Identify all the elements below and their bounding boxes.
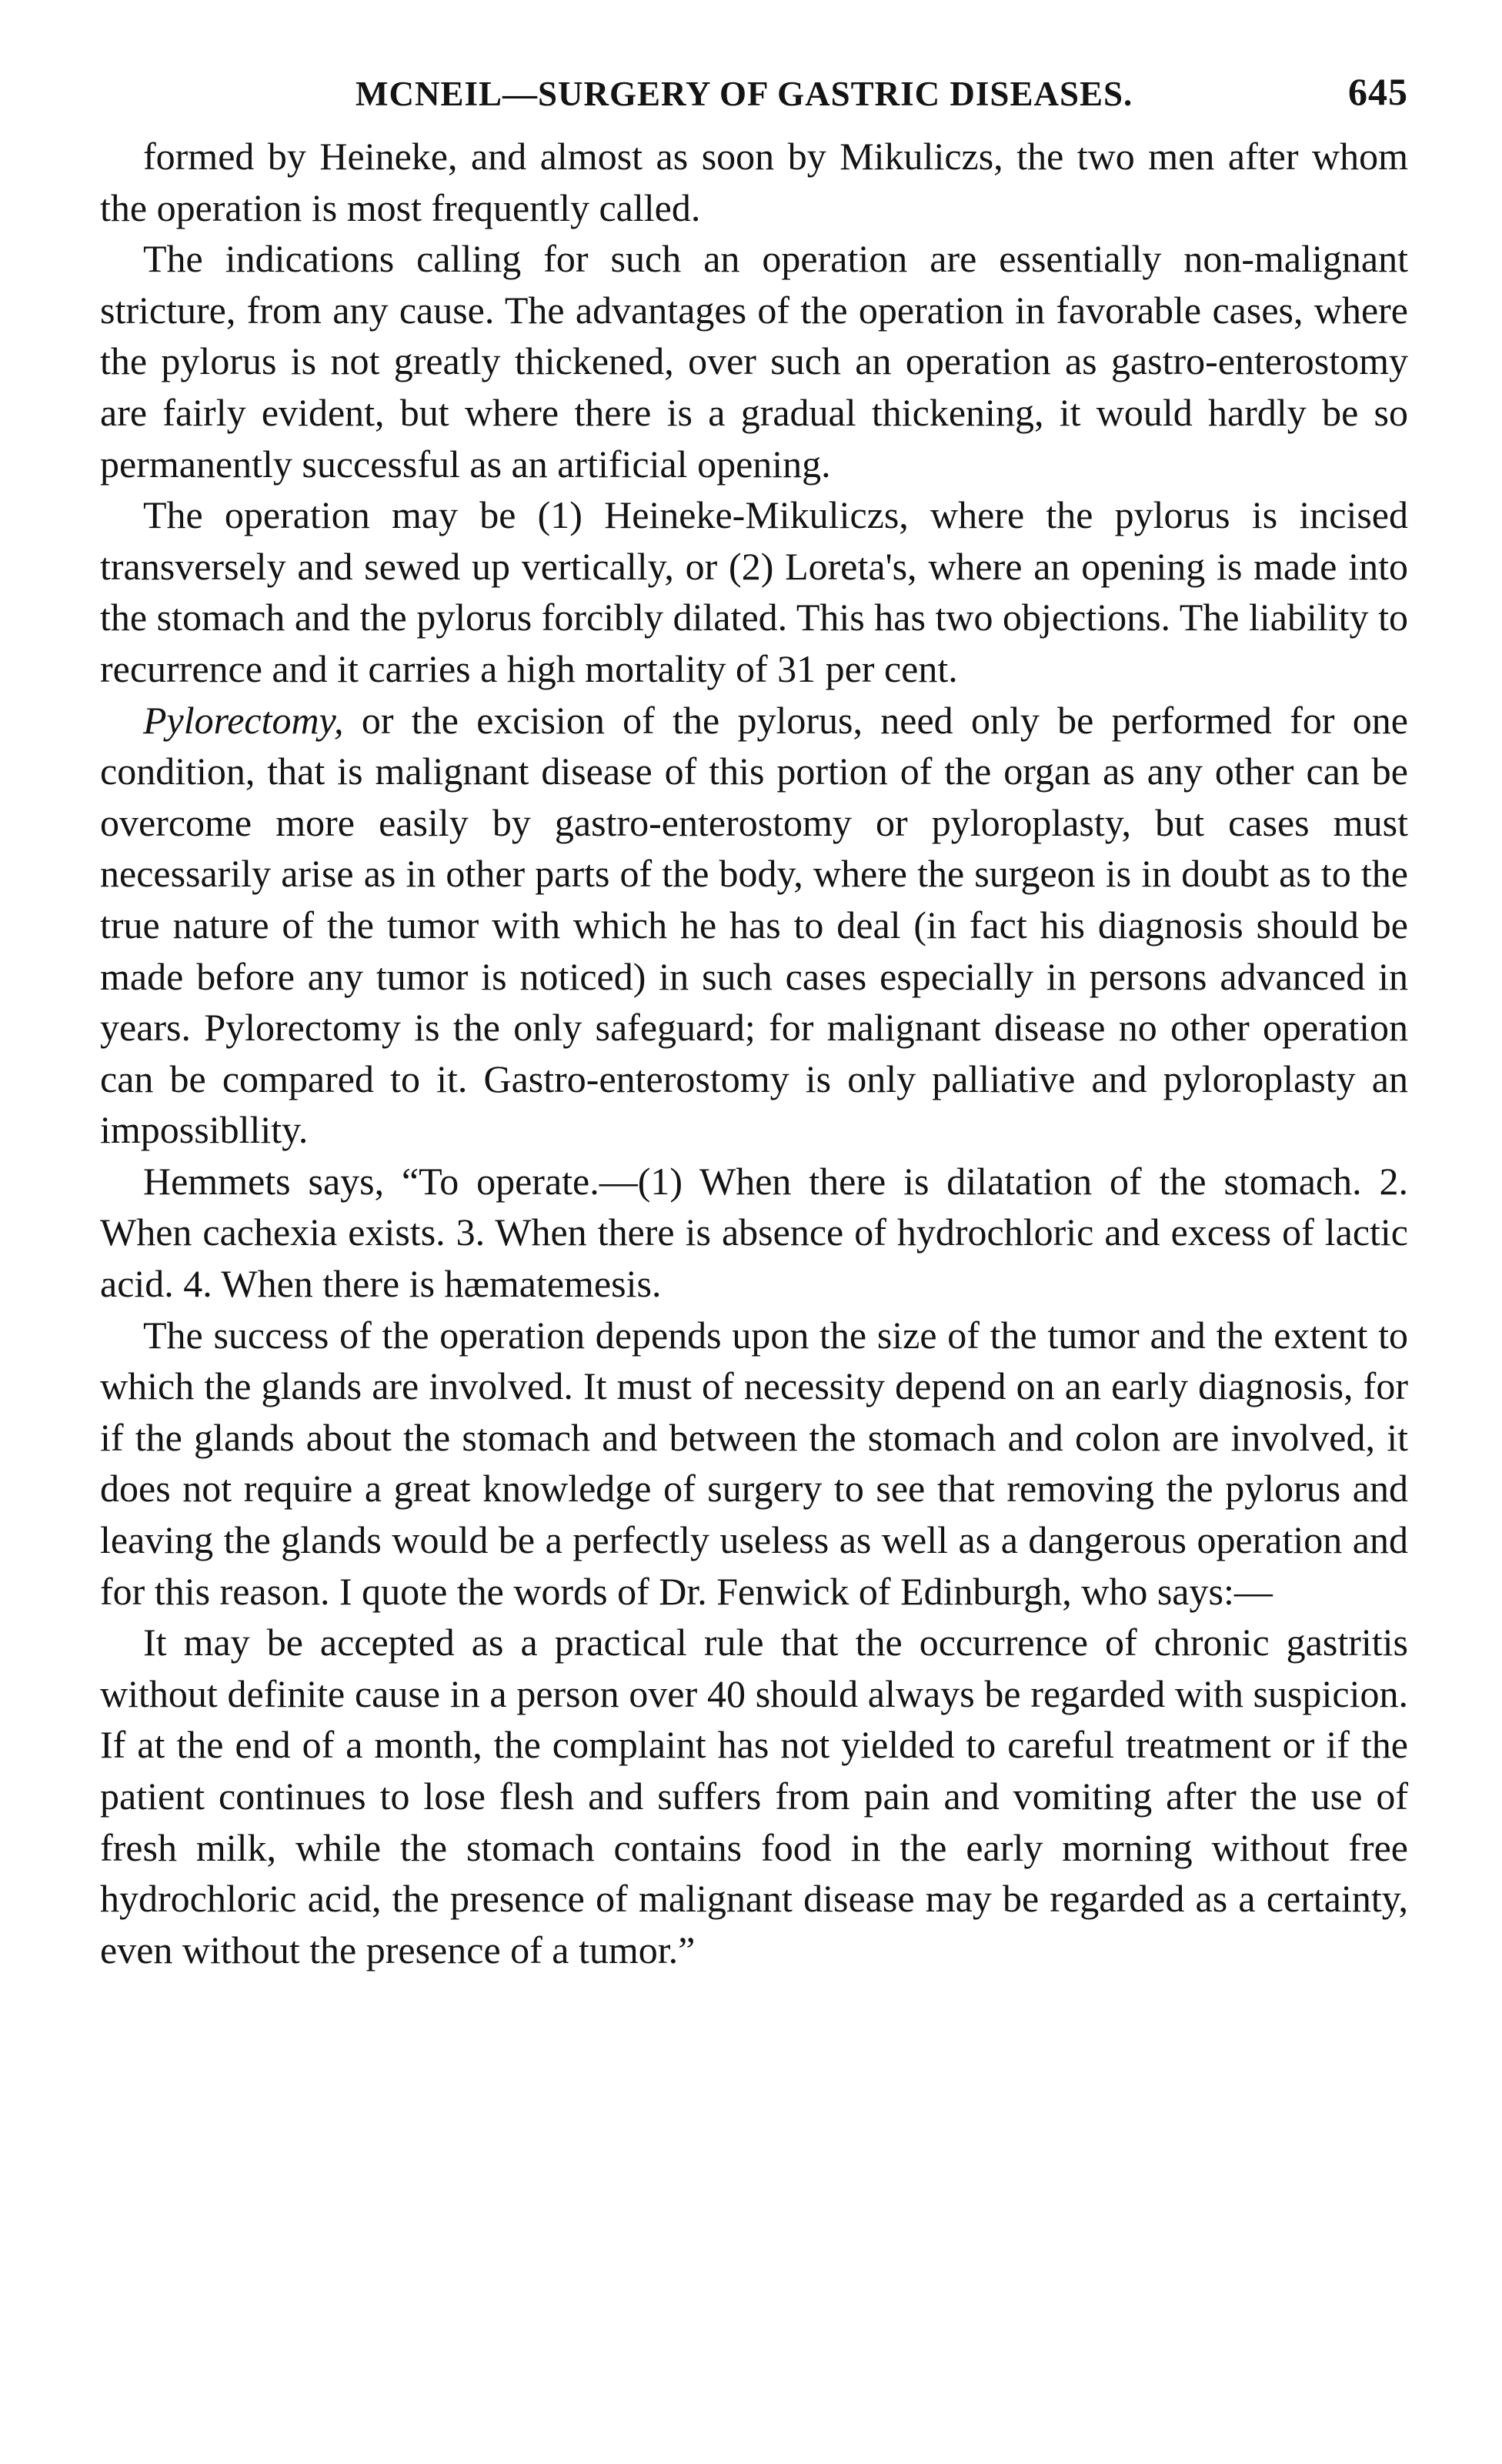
text-run: The indications calling for such an operation are essentially non-malignant stricture, from any cause. The advantages of the operation in favorable cases, where the pylorus is not greatly thickened, over such an operation as gastro-enterostomy are fairly evident, but where there is a gradual thickening, it would hardly be so permanently successful as an artificial opening. (100, 237, 1408, 486)
text-run: Hemmets says, “To operate.—(1) When there is dilatation of the stomach. 2. When cachexia exists. 3. When there is absence of hydrochloric and excess of lactic acid. 4. When there is hæmatemesis. (100, 1159, 1408, 1306)
text-run: or the excision of the pylorus, need only be performed for one condition, that is malignant disease of this portion of the organ as any other can be overcome more easily by gastro-enterostomy or pyloroplasty, but cases must necessarily arise as in other parts of the body, where the surgeon is in doubt as to the true nature of the tumor with which he has to deal (in fact his diagnosis should be made before any tumor is noticed) in such cases especially in persons advanced in years. Pylorectomy is the only safeguard; for malignant disease no other operation can be compared to it. Gastro-enterostomy is only palliative and pyloroplasty an impossibllity. (100, 698, 1408, 1152)
paragraph (100, 233, 1408, 489)
book-page (100, 69, 1408, 1975)
paragraph (100, 131, 1408, 233)
text-run: The success of the operation depends upon the size of the tumor and the extent to which the glands are involved. It must of necessity depend on an early diagnosis, for if the glands about the stomach and between the stomach and colon are involved, it does not require a great knowledge of surgery to see that removing the pylorus and leaving the glands would be a perfectly useless as well as a dangerous operation and for this reason. I quote the words of Dr. Fenwick of Edinburgh, who says:— (100, 1313, 1408, 1613)
paragraph (100, 1156, 1408, 1310)
running-head-title: MCNEIL—SURGERY OF GASTRIC DISEASES. (355, 75, 1133, 113)
text-run: formed by Heineke, and almost as soon by Mikuliczs, the two men after whom the operation is most frequently called. (100, 135, 1408, 229)
running-head (100, 69, 1408, 131)
paragraph (100, 695, 1408, 1156)
page-number: 645 (1348, 70, 1408, 113)
paragraph (100, 1617, 1408, 1975)
body-text (100, 131, 1408, 1975)
paragraph (100, 489, 1408, 694)
text-run: It may be accepted as a practical rule that the occurrence of chronic gastritis without definite cause in a person over 40 should always be regarded with suspicion. If at the end of a month, the complaint has not yielded to careful treatment or if the patient continues to lose flesh and suffers from pain and vomiting after the use of fresh milk, while the stomach contains food in the early morning without free hydrochloric acid, the presence of malignant disease may be regarded as a certainty, even without the presence of a tumor.” (100, 1621, 1408, 1972)
italic-term: Pylorectomy, (143, 698, 344, 742)
text-run: The operation may be (1) Heineke-Mikuliczs, where the pylorus is incised transversely and sewed up vertically, or (2) Loreta's, where an opening is made into the stomach and the pylorus forcibly dilated. This has two objections. The liability to recurrence and it carries a high mortality of 31 per cent. (100, 493, 1408, 690)
paragraph (100, 1310, 1408, 1618)
